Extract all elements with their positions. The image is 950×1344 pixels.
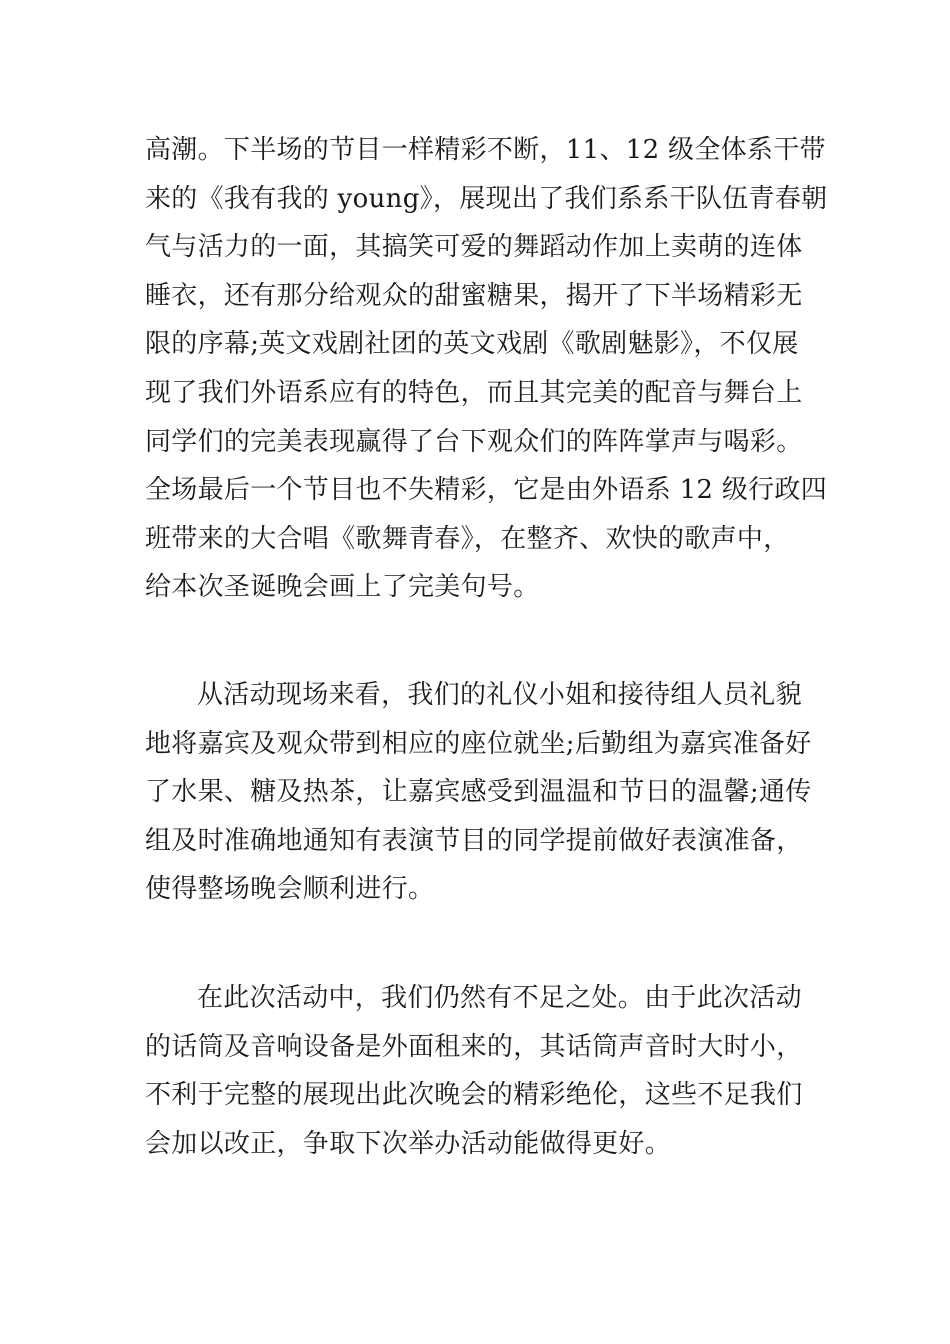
paragraph-line: 组及时准确地通知有表演节目的同学提前做好表演准备，: [145, 825, 803, 856]
paragraph-line: 了水果、糖及热茶，让嘉宾感受到温温和节日的温馨;通传: [145, 777, 812, 808]
paragraph-line: 从活动现场来看，我们的礼仪小姐和接待组人员礼貌: [197, 680, 802, 710]
paragraph-line: 给本次圣诞晚会画上了完美句号。: [145, 572, 540, 603]
paragraph-line: 限的序幕;英文戏剧社团的英文戏剧《歌剧魅影》，不仅展: [145, 329, 799, 360]
paragraph-line: 来的《我有我的 young》，展现出了我们系系干队伍青春朝: [145, 183, 828, 214]
paragraph-line: 同学们的完美表现赢得了台下观众们的阵阵掌声与喝彩。: [145, 426, 803, 457]
paragraph-line: 现了我们外语系应有的特色，而且其完美的配音与舞台上: [145, 377, 803, 408]
paragraph-line: 在此次活动中，我们仍然有不足之处。由于此次活动: [197, 983, 802, 1013]
paragraph-event-organization: [145, 671, 810, 914]
paragraph-line: 不利于完整的展现出此次晚会的精彩绝伦，这些不足我们: [145, 1080, 803, 1111]
paragraph-line: 会加以改正，争取下次举办活动能做得更好。: [145, 1128, 672, 1159]
paragraph-line: 气与活力的一面，其搞笑可爱的舞蹈动作加上卖萌的连体: [145, 232, 803, 263]
paragraph-line: 高潮。下半场的节目一样精彩不断，11、12 级全体系干带: [145, 135, 826, 165]
paragraph-line: 班带来的大合唱《歌舞青春》，在整齐、欢快的歌声中，: [145, 523, 790, 554]
paragraph-shortcomings: [145, 974, 810, 1168]
paragraph-performances: [145, 126, 828, 612]
paragraph-line: 睡衣，还有那分给观众的甜蜜糖果，揭开了下半场精彩无: [145, 280, 803, 311]
paragraph-line: 全场最后一个节目也不失精彩，它是由外语系 12 级行政四: [145, 475, 828, 506]
paragraph-line: 使得整场晚会顺利进行。: [145, 874, 435, 905]
paragraph-line: 的话筒及音响设备是外面租来的，其话筒声音时大时小，: [145, 1031, 803, 1062]
paragraph-line: 地将嘉宾及观众带到相应的座位就坐;后勤组为嘉宾准备好: [145, 728, 812, 759]
